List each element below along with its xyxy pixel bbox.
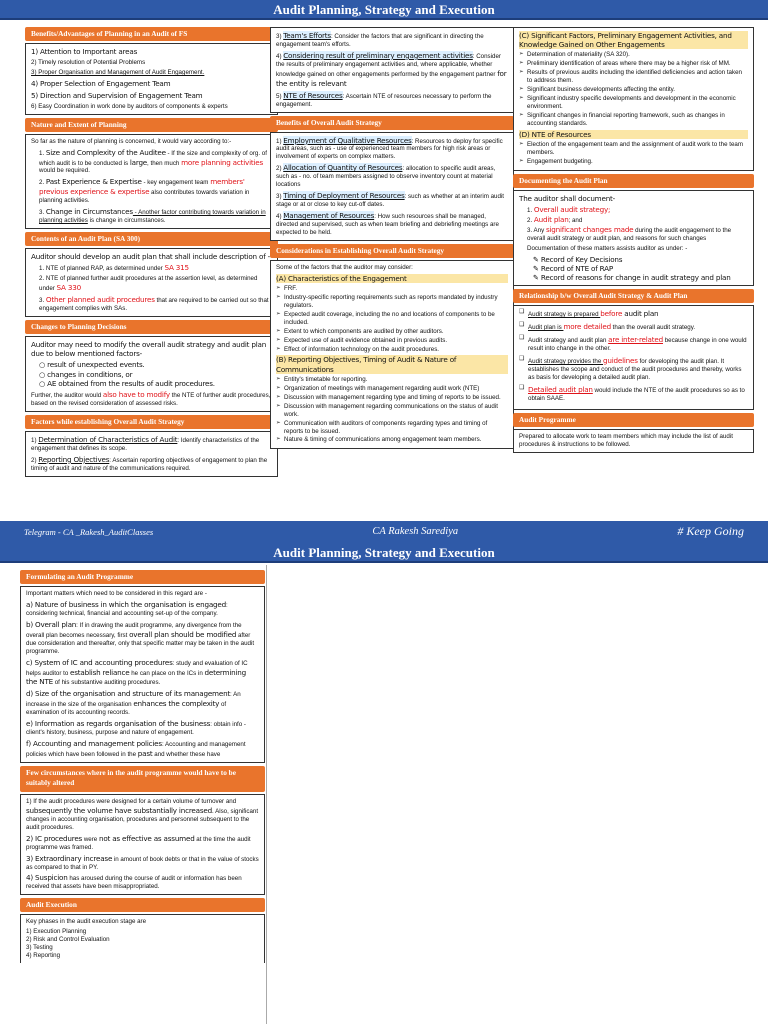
benefits-box (25, 43, 278, 115)
execution-heading: Audit Execution (20, 898, 265, 912)
formulating-item-emph: overall plan should be modified (129, 629, 237, 639)
benefits-oas-title: Management of Resources (283, 211, 375, 220)
benefits-oas-text: , such as - use of experienced team members for high risk areas or involvement of experts on complex matters. (276, 145, 491, 161)
documenting-item-text: ; and (568, 217, 583, 225)
considerations-box (270, 260, 514, 450)
contents-item-1: 1. NTE of planned RAP, as determined under SA 315 (39, 263, 189, 273)
nature-item-1: 1. Size and Complexity of the Auditee - If the size and complexity of org. of which audit is to be conducted is large, then much more planning activities would be required. (39, 147, 267, 175)
relationship-heading: Relationship b/w Overall Audit Strategy & Audit Plan (513, 289, 754, 303)
formulating-item-text: and whether these have (152, 751, 221, 758)
contents-heading: Contents of an Audit Plan (SA 300) (25, 232, 278, 246)
documenting-item-3: 3. Any significant changes made during the audit engagement to the overall audit strategy or audit plan, and reasons for such changes (527, 225, 732, 242)
list-item: ➢ Significant changes in financial reporting framework, such as changes in accounting standards. (519, 112, 748, 128)
documenting-item-red: Overall audit strategy; (533, 205, 611, 215)
benefits-oas-box (270, 132, 514, 241)
circumstances-emph: not as effective as assumed (98, 833, 195, 843)
changes-item-text: result of unexpected events. (47, 360, 145, 370)
formulating-item-title: c) System of IC and accounting procedures (26, 657, 173, 667)
factors-item-5: 5) NTE of Resources: Ascertain NTE of resources necessary to perform the engagement. (276, 90, 492, 108)
changes-box (25, 336, 278, 412)
formulating-item-text: : An increase in the size of the organisation (26, 691, 241, 709)
formulating-item-e (26, 719, 259, 737)
relationship-text: Audit strategy and audit plan (528, 337, 609, 345)
contents-box (25, 248, 278, 317)
circumstances-emph: 2) IC procedures (26, 833, 83, 843)
factors-item-text: : Ascertain reporting objectives of engagement to plan the timing of audit and nature of the communications required. (31, 456, 268, 472)
list-item (519, 322, 748, 332)
benefits-item-4 (31, 79, 272, 89)
contents-item-text: that are required to be carried out so that engagement complies with SAs. (39, 297, 269, 313)
page-title: Audit Planning, Strategy and Execution (0, 0, 768, 20)
benefits-oas-text: , such as - no. of team members assigned to observe inventory count at material locations (276, 165, 496, 189)
benefits-oas-title: Employment of Qualitative Resources (283, 135, 412, 145)
contents-item-sa: SA 330 (56, 283, 81, 293)
list-item: ➢ Extent to which components are audited by other auditors. (276, 328, 508, 336)
formulating-item-text: of examination of its accounting records. (26, 701, 227, 717)
list-item: ➢ Significant business developments affecting the entity. (519, 86, 748, 94)
nature-heading: Nature and Extent of Planning (25, 118, 278, 132)
considerations-continued-box (513, 27, 754, 171)
formulating-heading: Formulating an Audit Programme (20, 570, 265, 584)
factors-item-title: NTE of Resources (283, 90, 343, 100)
relationship-red: are inter-related (608, 335, 663, 345)
formulating-item-text: : considering technical, financial and accounting set-up of the company. (26, 601, 228, 617)
nature-intro: So far as the nature of planning is concerned, it would vary according to:- (31, 137, 232, 145)
formulating-item-c (26, 658, 259, 688)
considerations-c-list (519, 51, 748, 127)
benefits-oas-item-3: 3) Timing of Deployment of Resources: such as whether at an interim audit stage or at or close to key cut-off dates. (276, 191, 504, 209)
considerations-intro: Some of the factors that the auditor may consider: (276, 263, 413, 271)
changes-item-3: ○ AE obtained from the results of audit procedures. (39, 378, 215, 388)
benefits-oas-heading: Benefits of Overall Audit Strategy (270, 116, 514, 130)
list-item: ➢ Discussion with management regarding communications on the status of audit work. (276, 403, 508, 419)
circumstances-text: 1) If the audit procedures were designed for a certain volume of turnover and (26, 797, 237, 805)
benefits-item-text: 3) Proper Organisation and Management of Audit Engagement. (31, 68, 205, 76)
benefits-oas-title: Allocation of Quantity of Resources (283, 163, 403, 173)
changes-closing (31, 390, 272, 408)
changes-item-text: changes in conditions, or (47, 369, 133, 379)
contents-item-2: 2. NTE of planned further audit procedures at the assertion level, as determined under SA 330 (39, 275, 258, 293)
factors-item-2: 2) Reporting Objectives: Ascertain reporting objectives of engagement to plan the timing of audit and nature of the communications required. (31, 454, 268, 472)
considerations-c-heading: (C) Significant Factors, Preliminary Engagement Activities, and Knowledge Gained on Other Engagements (519, 31, 748, 49)
formulating-item-a (26, 600, 259, 618)
nature-item-text: , then much (147, 159, 182, 167)
blank-area (266, 565, 748, 1024)
factors-item-title: Considering result of preliminary engagement activities (283, 50, 473, 60)
list-item: ➢ Entity's timetable for reporting. (276, 376, 508, 384)
benefits-heading: Benefits/Advantages of Planning in an Audit of FS (25, 27, 278, 41)
nature-item-title: Past Experience & Expertise (45, 177, 142, 187)
benefits-item-6 (31, 103, 272, 111)
considerations-b-list (276, 376, 508, 445)
factors-item-text: : Consider the factors that are significant in directing the engagement team's efforts. (276, 33, 484, 48)
list-item: ➢ Results of previous audits including the identified deficiencies and action taken to address them. (519, 69, 748, 85)
benefits-item-text: 1) Attention to Important areas (31, 47, 138, 56)
relationship-box (513, 305, 754, 409)
circumstances-emph: 3) Extraordinary increase (26, 853, 113, 863)
documenting-box (513, 190, 754, 287)
documenting-record-text: Record of Key Decisions (540, 254, 623, 264)
formulating-intro: Important matters which need to be considered in this regard are - (26, 590, 207, 597)
changes-item-2: ○ changes in conditions, or (39, 369, 133, 379)
benefits-oas-text: : How such resources shall be managed, directed and supervised, such as when team briefing and debriefing meetings are expected to be held. (276, 213, 499, 236)
nature-box (25, 134, 278, 229)
list-item: ➢ Determination of materiality (SA 320). (519, 51, 748, 59)
relationship-red: more detailed (563, 322, 611, 332)
formulating-item-text: : Accounting and management policies which have been followed in the (26, 741, 246, 758)
factors-continued-box (270, 27, 514, 113)
documenting-item-text: during the audit engagement to the overall audit strategy or audit plan, and reasons for such changes (527, 227, 732, 242)
circumstances-text: in amount of book debts or that in the value of stocks as compared to that in PY. (26, 855, 259, 871)
benefits-item-2 (31, 59, 272, 67)
considerations-d-list (519, 141, 748, 166)
benefits-oas-title: Timing of Deployment of Resources (283, 191, 405, 201)
list-item: ➢ Organization of meetings with management regarding audit work (NTE) (276, 385, 508, 393)
contents-item-text: NTE of planned RAP, as determined under (45, 265, 165, 273)
nature-item-emph: large (129, 157, 148, 167)
list-item: ➢ Discussion with management regarding type and timing of reports to be issued. (276, 394, 508, 402)
execution-intro: Key phases in the audit execution stage are (26, 918, 147, 926)
page-one-columns (20, 24, 748, 519)
relationship-text: for developing the audit plan. It establishes the scope and conduct of the audit procedures and thereby, works as basis for developing a detailed audit plan. (528, 358, 742, 382)
factors-item-3: 3) Team's Efforts: Consider the factors that are significant in directing the engagement team's efforts. (276, 31, 484, 48)
factors-item-1: 1) Determination of Characteristics of Audit: Identify characteristics of the engagement that defines its scope. (31, 434, 260, 452)
circumstances-emph: 4) Suspicion (26, 873, 68, 883)
changes-closing-red: also have to modify (102, 390, 170, 400)
formulating-item-f (26, 739, 259, 759)
formulating-item-title: a) Nature of business in which the organisation is engaged (26, 599, 226, 609)
circumstances-text: has aroused during the course of audit or information has been received that assets have been misappropriated. (26, 875, 242, 891)
list-item: ➢ Preliminary identification of areas where there may be a higher risk of MM. (519, 60, 748, 68)
formulating-item-title: d) Size of the organisation and structure of its management (26, 689, 231, 699)
list-item: ➢ Industry-specific reporting requirements such as reports mandated by industry regulators. (276, 294, 508, 310)
contents-item-red: Other planned audit procedures (45, 295, 155, 305)
benefits-item-5 (31, 91, 272, 101)
factors-item-title: Reporting Objectives (38, 454, 110, 464)
benefits-item-1 (31, 47, 272, 57)
benefits-oas-item-2: 2) Allocation of Quantity of Resources: allocation to specific audit areas, such as - no. of team members assigned to observe inventory count at material locations (276, 163, 496, 189)
documenting-item-red: significant changes made (545, 225, 634, 234)
formulating-item-text: of his substantive auditing procedures. (53, 679, 161, 687)
benefits-item-3 (31, 69, 272, 77)
changes-item-text: AE obtained from the results of audit procedures. (47, 378, 215, 388)
documenting-item-1: 1. Overall audit strategy; (527, 205, 611, 215)
considerations-b-heading: (B) Reporting Objectives, Timing of Audit & Nature of Communications (276, 355, 508, 373)
relationship-text: would include the NTE of the audit procedures so as to obtain SAAE. (528, 387, 745, 402)
formulating-item-text: after due consideration and thereafter, only that specific matter may be taken in the audit programme. (26, 631, 255, 655)
column-middle (270, 24, 514, 449)
relationship-text: because change in one would result into change in the other. (528, 337, 747, 353)
formulating-item-title: b) Overall plan (26, 619, 77, 629)
list-item: ➢ Election of the engagement team and the assignment of audit work to the team members. (519, 141, 748, 157)
execution-box (20, 914, 265, 963)
execution-item: 3) Testing (26, 944, 53, 952)
relationship-text: Audit strategy provides the (528, 358, 603, 366)
nature-item-text: also contributes towards variation in planning activities. (39, 189, 250, 205)
factors-heading: Factors while establishing Overall Audit Strategy (25, 415, 278, 429)
list-item: ➢ Engagement budgeting. (519, 158, 748, 166)
circumstances-item-4 (26, 873, 259, 891)
nature-item-text: - key engagement team (141, 179, 211, 187)
page-footer (0, 521, 768, 543)
benefits-item-text: 4) Proper Selection of Engagement Team (31, 78, 171, 88)
formulating-box (20, 586, 265, 763)
list-item (519, 309, 748, 319)
benefits-oas-item-4: 4) Management of Resources: How such resources shall be managed, directed and supervised, such as when team briefing and debriefing meetings are expected to be held. (276, 211, 499, 236)
relationship-red: Detailed audit plan (528, 385, 593, 395)
list-item: ➢ Communication with auditors of components regarding types and timing of reports to be issued. (276, 420, 508, 436)
nature-item-text: - Another factor contributing towards variation in planning activities (39, 209, 266, 225)
formulating-item-emph: determining the NTE (26, 667, 247, 687)
formulating-item-text: : If in drawing the audit programme, any divergence from the overall plan becomes necessary, first (26, 621, 242, 639)
programme-box (513, 429, 754, 453)
list-item: ➢ Expected audit coverage, including the no and locations of components to be included. (276, 311, 508, 327)
column-right (513, 24, 754, 453)
formulating-item-b (26, 620, 259, 656)
documenting-record-1: ✎ Record of Key Decisions (533, 254, 623, 264)
changes-closing-text: Further, the auditor would (31, 392, 103, 400)
benefits-item-text: 2) Timely resolution of Potential Problems (31, 58, 146, 66)
relationship-text: than the overall audit strategy. (610, 324, 696, 332)
benefits-oas-text: : such as whether at an interim audit stage or at or close to key cut-off dates. (276, 193, 504, 209)
circumstances-text: were (82, 835, 99, 843)
relationship-text: audit plan (622, 309, 659, 319)
circumstances-item-1 (26, 798, 259, 832)
list-item: ➢ Effect of information technology on the audit procedures. (276, 346, 508, 354)
formulating-item-text: : study and evaluation of IC helps auditor to (26, 659, 248, 677)
nature-item-2: 2. Past Experience & Expertise - key engagement team members' previous experience & expertise also contributes towards variation in planning activities. (39, 177, 250, 205)
nature-item-3: 3. Change in Circumstances - Another factor contributing towards variation in planning activities is change in circumstances. (39, 207, 266, 225)
nature-item-title: Size and Complexity of the Auditee (45, 147, 166, 157)
nature-item-text: is change in circumstances. (87, 217, 166, 225)
factors-item-4: 4) Considering result of preliminary engagement activities: Consider the results of preliminary engagement activities and, where applicable, whether knowledge gained on other engagements performed by the engagement partner for the entity is relevant (276, 50, 507, 88)
documenting-record-text: Record of NTE of RAP (540, 264, 614, 274)
documenting-lead: The auditor shall document- (519, 193, 616, 203)
relationship-list (519, 309, 748, 402)
factors-item-text: : Consider the results of preliminary engagement activities and, where applicable, whether knowledge gained on other engagements performed by the engagement partner (276, 52, 501, 78)
nature-item-red: more planning activities (181, 157, 264, 167)
list-item: ➢ Nature & timing of communications among engagement team members. (276, 436, 508, 444)
contents-item-3: 3. Other planned audit procedures that are required to be carried out so that engagement complies with SAs. (39, 295, 269, 313)
execution-item: 2) Risk and Control Evaluation (26, 936, 110, 944)
formulating-item-emph: establish reliance (70, 667, 130, 677)
footer-motto: # Keep Going (677, 524, 744, 539)
documenting-item-red: Audit plan (533, 215, 569, 225)
relationship-text: Audit strategy is prepared (528, 311, 601, 319)
list-item: ➢ Expected use of audit evidence obtained in previous audits. (276, 337, 508, 345)
formulating-item-emph: enhances the complexity (133, 699, 220, 709)
execution-item: 1) Execution Planning (26, 928, 87, 936)
documenting-record-text: Record of reasons for change in audit strategy and plan (540, 273, 731, 283)
nature-item-title: Change in Circumstances (45, 207, 133, 217)
footer-telegram: Telegram - CA _Rakesh_AuditClasses (24, 526, 154, 537)
factors-item-title: Team's Efforts (283, 31, 331, 40)
column-left (25, 24, 278, 477)
factors-box (25, 431, 278, 477)
considerations-a-heading: (A) Characteristics of the Engagement (276, 274, 508, 283)
benefits-item-text: 5) Direction and Supervision of Engagement Team (31, 90, 203, 100)
factors-item-title: Determination of Characteristics of Audit (38, 434, 178, 444)
benefits-item-text: 6) Easy Coordination in work done by auditors of components & experts (31, 102, 228, 110)
formulating-item-text: he can place on the ICs in (129, 669, 205, 677)
list-item: ➢ Significant industry specific developments and development in the economic environment. (519, 95, 748, 111)
footer-author: CA Rakesh Sarediya (372, 526, 459, 538)
factors-item-text: : Ascertain NTE of resources necessary to perform the engagement. (276, 92, 492, 108)
page-two-column (20, 567, 265, 1024)
formulating-item-title: e) Information as regards organisation of the business (26, 719, 211, 729)
relationship-text: Audit plan is (528, 324, 564, 332)
nature-item-text: - If the size and complexity of org. of which audit is to be conducted is (39, 149, 267, 167)
documenting-mid: Documentation of these matters assists auditor as under: - (527, 244, 688, 252)
list-item: ➢ FRF. (276, 285, 508, 293)
list-item (519, 356, 748, 382)
changes-item-1: ○ result of unexpected events. (39, 360, 145, 370)
circumstances-item-3 (26, 854, 259, 872)
relationship-red: before (600, 309, 623, 319)
circumstances-box (20, 794, 265, 895)
considerations-d-heading: (D) NTE of Resources (519, 130, 748, 139)
circumstances-item-2 (26, 834, 259, 852)
documenting-item-text: Any (533, 227, 546, 234)
benefits-oas-item-1: 1) Employment of Qualitative Resources: Resources to deploy for specific audit areas, such as - use of experienced team members for high risk areas or involvement of experts on complex matters. (276, 135, 503, 161)
changes-closing-text: the NTE of further audit procedures, based on the revised consideration of assessed risks. (31, 392, 271, 407)
formulating-item-d (26, 689, 259, 717)
contents-item-text: NTE of planned further audit procedures at the assertion level, as determined under (39, 275, 258, 293)
benefits-oas-text: : allocation to specific audit areas (402, 165, 494, 173)
factors-item-text: : Identify characteristics of the engagement that defines its scope. (31, 436, 260, 452)
formulating-item-emph: past (137, 749, 153, 758)
nature-item-red: members' previous experience & expertise (39, 177, 245, 197)
considerations-a-list (276, 285, 508, 354)
changes-lead: Auditor may need to modify the overall audit strategy and audit plan due to below mentioned factors- (31, 339, 267, 359)
contents-item-sa: SA 315 (164, 263, 189, 273)
changes-heading: Changes to Planning Decisions (25, 320, 278, 334)
circumstances-text: at the time the audit programme was framed. (26, 835, 251, 851)
list-item (519, 335, 748, 353)
considerations-heading: Considerations in Establishing Overall Audit Strategy (270, 244, 514, 258)
execution-item: 4) Reporting (26, 952, 61, 960)
programme-heading: Audit Programme (513, 413, 754, 427)
factors-item-emph: for the entity is relevant (276, 68, 507, 88)
page-title: Audit Planning, Strategy and Execution (0, 543, 768, 563)
benefits-oas-text: : Resources to deploy for specific audit areas (276, 137, 503, 153)
documenting-record-3: ✎ Record of reasons for change in audit strategy and plan (533, 273, 731, 283)
programme-text: Prepared to allocate work to team members which may include the list of audit procedures & instructions to be followed. (519, 432, 733, 448)
circumstances-heading: Few circumstances where in the audit programme would have to be suitably altered (20, 766, 265, 792)
formulating-item-title: f) Accounting and management policies (26, 739, 162, 749)
page-two (0, 543, 768, 1024)
circumstances-text: . Also, significant changes in accounting organisation, procedures and personnel subsequent to the audit procedures. (26, 807, 259, 831)
formulating-item-text: : obtain info - client's history, business, purpose and nature of engagement. (26, 721, 246, 737)
documenting-record-2: ✎ Record of NTE of RAP (533, 264, 614, 274)
documenting-heading: Documenting the Audit Plan (513, 174, 754, 188)
contents-lead: Auditor should develop an audit plan that shall include description of - (31, 252, 270, 262)
list-item (519, 385, 748, 403)
relationship-red: guidelines (602, 356, 638, 366)
documenting-item-2: 2. Audit plan; and (527, 215, 583, 225)
circumstances-emph: subsequently the volume have substantially increased (26, 805, 212, 815)
nature-item-text: would be required. (39, 167, 90, 175)
